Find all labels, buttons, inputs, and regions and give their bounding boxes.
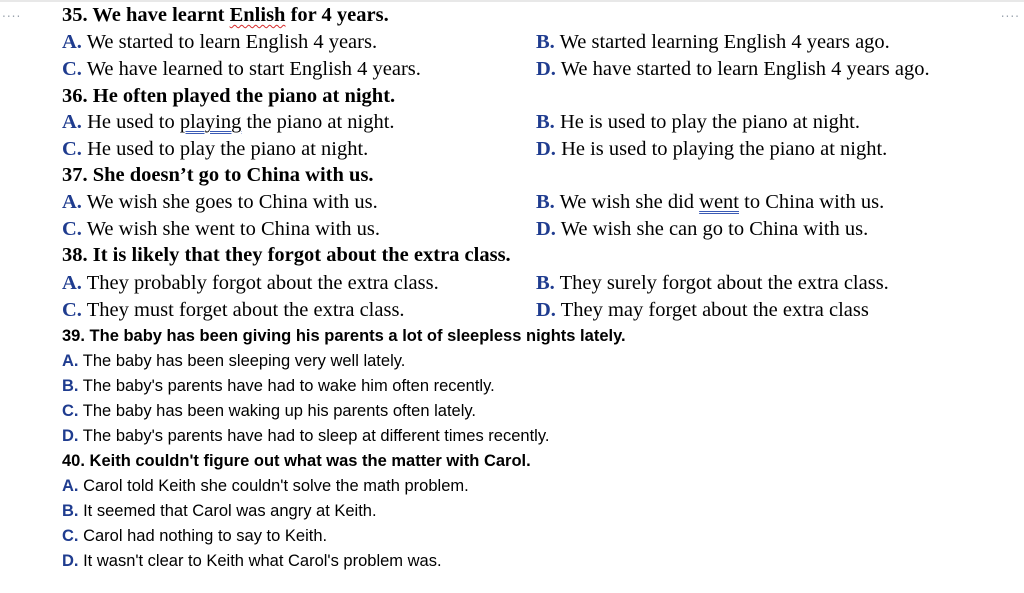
question-36-option-a: A. He used to playing the piano at night. xyxy=(62,111,395,133)
question-35-option-d: D. We have started to learn English 4 years ago. xyxy=(536,58,930,80)
question-40-option-b: B. It seemed that Carol was angry at Keith. xyxy=(62,502,377,520)
question-36-option-d: D. He is used to playing the piano at night. xyxy=(536,138,888,160)
question-40-option-d: D. It wasn't clear to Keith what Carol's problem was. xyxy=(62,552,442,570)
right-margin-dots: .... xyxy=(1000,6,1020,20)
question-37-option-b: B. We wish she did went to China with us. xyxy=(536,191,885,213)
question-36-stem: 36. He often played the piano at night. xyxy=(62,85,396,107)
question-37-option-a: A. We wish she goes to China with us. xyxy=(62,191,378,213)
top-divider xyxy=(0,0,1024,2)
question-38-option-b: B. They surely forgot about the extra class. xyxy=(536,272,889,294)
question-37-option-d: D. We wish she can go to China with us. xyxy=(536,218,869,240)
question-37-option-c: C. We wish she went to China with us. xyxy=(62,218,380,240)
question-37-stem: 37. She doesn’t go to China with us. xyxy=(62,164,374,186)
question-36-option-b: B. He is used to play the piano at night. xyxy=(536,111,860,133)
question-35-option-a: A. We started to learn English 4 years. xyxy=(62,31,378,53)
spelling-flag: Enlish xyxy=(229,4,286,26)
question-40-stem: 40. Keith couldn't figure out what was the matter with Carol. xyxy=(62,452,531,470)
question-39-option-c: C. The baby has been waking up his parents often lately. xyxy=(62,402,476,420)
question-40-option-a: A. Carol told Keith she couldn't solve the math problem. xyxy=(62,477,469,495)
question-39-option-a: A. The baby has been sleeping very well lately. xyxy=(62,352,406,370)
question-35-option-c: C. We have learned to start English 4 years. xyxy=(62,58,421,80)
question-39-option-b: B. The baby's parents have had to wake him often recently. xyxy=(62,377,495,395)
left-margin-dots: .... xyxy=(2,6,22,20)
question-38-stem: 38. It is likely that they forgot about the extra class. xyxy=(62,244,511,266)
question-35-stem: 35. We have learnt Enlish for 4 years. xyxy=(62,4,389,26)
question-35-option-b: B. We started learning English 4 years ago. xyxy=(536,31,890,53)
question-36-option-c: C. He used to play the piano at night. xyxy=(62,138,369,160)
question-40-option-c: C. Carol had nothing to say to Keith. xyxy=(62,527,328,545)
question-38-option-a: A. They probably forgot about the extra class. xyxy=(62,272,439,294)
question-39-option-d: D. The baby's parents have had to sleep at different times recently. xyxy=(62,427,550,445)
grammar-flag: playing xyxy=(179,111,242,133)
question-38-option-c: C. They must forget about the extra class. xyxy=(62,299,405,321)
question-39-stem: 39. The baby has been giving his parents a lot of sleepless nights lately. xyxy=(62,327,626,345)
question-38-option-d: D. They may forget about the extra class xyxy=(536,299,869,321)
grammar-flag: went xyxy=(699,191,739,213)
